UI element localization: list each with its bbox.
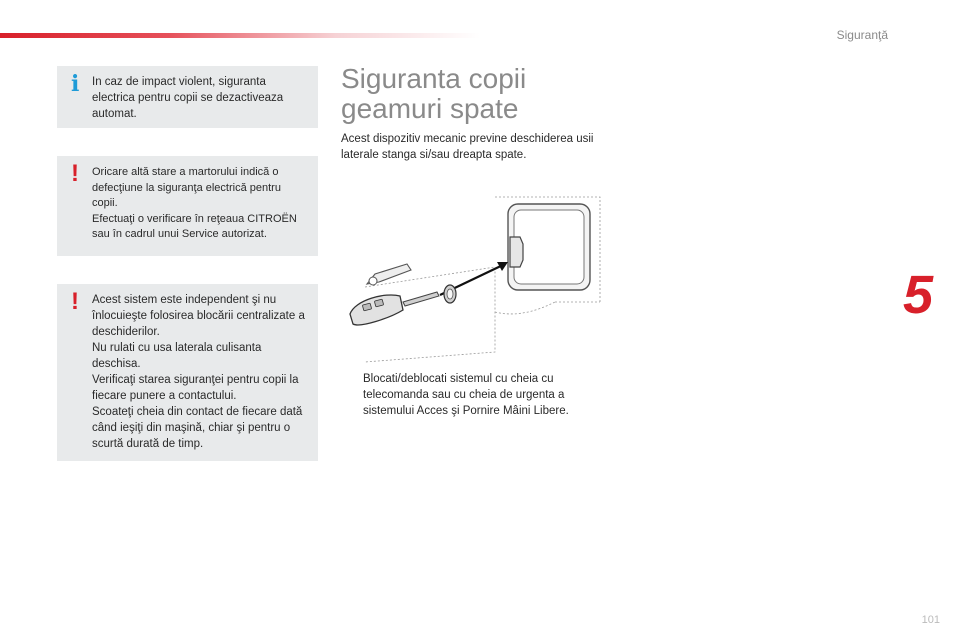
info-icon: i: [71, 71, 80, 97]
chapter-number: 5: [903, 265, 934, 325]
page-title: [341, 64, 526, 124]
section-title: Siguranţă: [836, 28, 888, 42]
warning-note: [57, 284, 318, 461]
note-text: Verificaţi starea siguranţei pentru copii la fiecare punere a contactului.: [92, 374, 299, 402]
note-text: Scoateţi cheia din contact de fiecare dată când ieşiţi din maşină, chiar şi pentru o scurtă durată de timp.: [92, 406, 303, 450]
remote-key-shape: [350, 292, 439, 325]
instruction-text: Blocati/deblocati sistemul cu cheia cu telecomanda sau cu cheia de urgenta a sistemului Acces şi Pornire Mâini Libere.: [363, 373, 569, 417]
lock-barrel-shape: [444, 285, 456, 303]
warning-note: [57, 156, 318, 256]
page-title-line: Siguranta copii: [341, 63, 527, 94]
door-window-inner: [514, 210, 584, 284]
note-text: Efectuaţi o verificare în reţeaua CITROËN sau în cadrul unui Service autorizat.: [92, 212, 297, 240]
note-text: Nu rulati cu usa laterala culisanta deschisa.: [92, 342, 262, 370]
page-title-line: geamuri spate: [341, 93, 519, 124]
note-text: Oricare altă stare a martorului indică o defecţiune la siguranţa electrică pentru copii.: [92, 166, 281, 209]
emergency-key-shape: [367, 264, 411, 285]
illustration-svg: [345, 192, 607, 364]
note-text: In caz de impact violent, siguranta electrica pentru copii se dezactiveaza automat.: [92, 76, 284, 120]
child-lock-key-illustration: [345, 192, 607, 364]
header-accent-bar: [0, 33, 480, 38]
instruction-item: [341, 371, 611, 419]
page-number: 101: [921, 614, 940, 626]
exclamation-icon: !: [71, 160, 79, 187]
intro-paragraph: Acest dispozitiv mecanic previne deschiderea usii laterale stanga si/sau dreapta spate.: [341, 133, 594, 161]
exclamation-icon: !: [71, 288, 79, 315]
door-handle-shape: [510, 237, 523, 267]
info-note: [57, 66, 318, 128]
note-text: Acest sistem este independent şi nu înlocuieşte folosirea blocării centralizate a deschiderilor.: [92, 294, 305, 338]
